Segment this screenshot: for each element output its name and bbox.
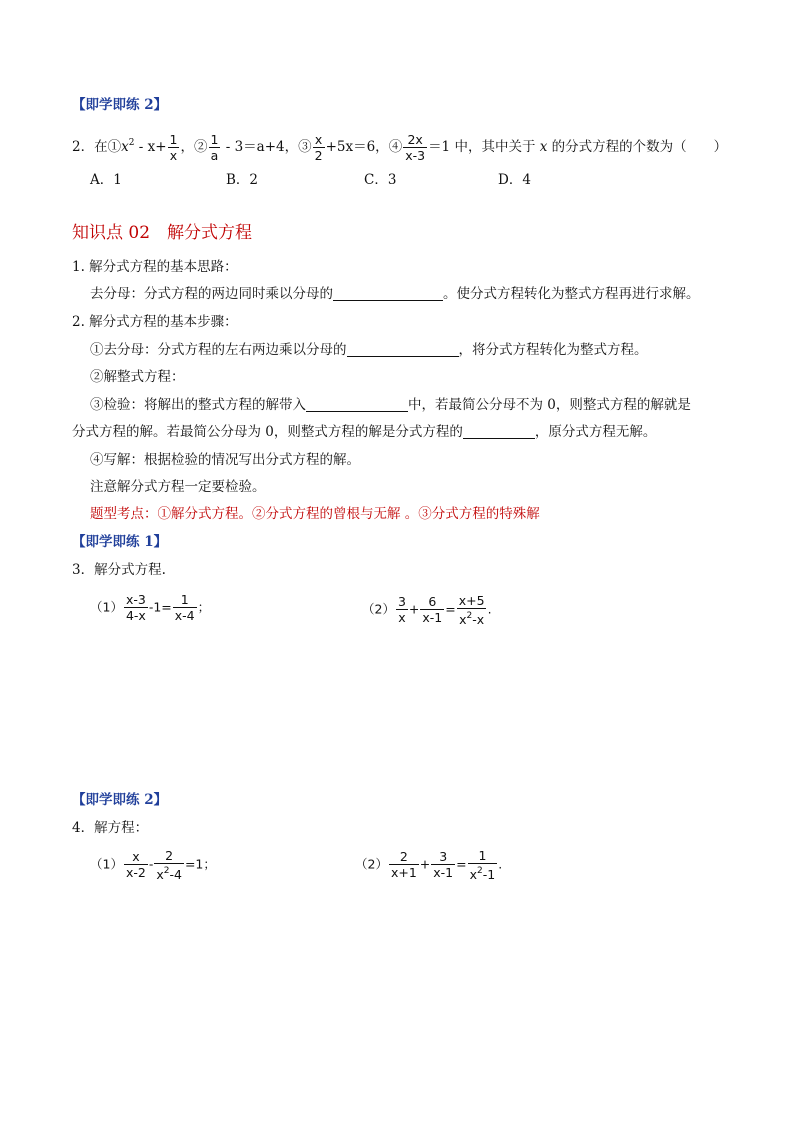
q3-eq2-label: （2） [362,601,395,617]
q3-eq2-frac1: $\frac{3}{x}$ [397,594,406,625]
note: 注意解分式方程一定要检验。 [90,479,266,495]
q4-eq2-label: （2） [355,856,388,872]
q4-eq2-end: . [498,856,503,872]
point-1-detail-post: 。使分式方程转化为整式方程再进行求解。 [443,286,700,302]
knowledge-heading: 知识点 02 解分式方程 [72,223,253,243]
q3-eq1-label: （1） [90,599,123,615]
q2-item1-fraction: $\frac{1}{x}$ [169,132,178,163]
q3-eq1-mid: -1= [148,599,172,615]
step-1-post: ，将分式方程转化为整式方程。 [458,342,648,358]
q4-eq2-op: + [419,856,431,872]
q3-eq2-op: + [408,601,420,617]
step-3-cont-post: ，原分式方程无解。 [534,424,657,440]
step-4: ④写解：根据检验的情况写出分式方程的解。 [90,452,360,468]
q4-equation-2 [355,844,502,885]
step-3 [90,395,691,415]
q2-tail: 的分式方程的个数为（ ） [547,139,728,155]
question-4: 4．解方程： [72,820,149,836]
q2-var: x [539,139,548,155]
q4-eq1-op: - [148,856,154,872]
q3-eq2-frac3: $\frac{x+5}{x^2-x}$ [458,592,485,627]
step-3-cont [72,422,656,442]
q3-eq2-end: . [487,601,492,617]
question-types: 题型考点：①解分式方程。②分式方程的曾根与无解 。③分式方程的特殊解 [90,506,540,522]
q3-eq1-frac1: $\frac{x-3}{4-x}$ [125,592,146,623]
q4-eq2-frac3: $\frac{1}{x^2-1}$ [469,847,496,882]
q2-item2-fraction: $\frac{1}{a}$ [210,132,219,163]
q3-eq1-frac2: $\frac{1}{x-4}$ [174,592,195,623]
q2-item2-mark: ② [193,139,208,155]
step-3-cont-pre: 分式方程的解。若最简公分母为 0，则整式方程的解是分式方程的 [72,424,463,440]
option-d[interactable]: D．4 [498,172,531,188]
q2-item3-mark: ③ [298,139,312,155]
q4-eq2-frac1: $\frac{2}{x+1}$ [390,849,417,880]
practice-tag-2b: 【即学即练 2】 [72,792,168,808]
step-2: ②解整式方程： [90,369,185,385]
q4-eq1-frac2: $\frac{2}{x^2-4}$ [156,847,182,882]
q4-eq1-label: （1） [90,856,123,872]
q3-equation-2 [362,590,492,629]
question-3: 3．解分式方程. [72,562,166,578]
step-1 [90,340,648,360]
point-1: 1. 解分式方程的基本思路： [72,259,238,275]
q4-equation-1 [90,844,216,885]
point-1-detail [90,284,700,304]
q3-eq2-eq: = [445,601,456,617]
step-3-post: 中，若最简公分母不为 0，则整式方程的解就是 [408,397,691,413]
blank-1[interactable] [333,286,443,301]
q4-eq2-frac2: $\frac{3}{x-1}$ [433,849,454,880]
q2-item3-fraction: $\frac{x}{2}$ [314,132,323,163]
q2-item1-sup: 2 [128,138,135,148]
blank-2[interactable] [347,342,459,357]
practice-tag-2a: 【即学即练 2】 [72,97,168,113]
q4-eq1-end: =1； [184,856,216,872]
blank-3[interactable] [306,397,408,412]
question-2 [72,126,727,164]
q2-item1-var: x [121,139,129,155]
q4-eq1-frac1: $\frac{x}{x-2}$ [125,849,146,880]
q4-eq2-eq: = [456,856,467,872]
q2-item4-mark: ④ [388,139,403,155]
q2-item4-fraction: $\frac{2x}{x-3}$ [405,132,426,163]
q2-lead: 2．在 [72,139,108,155]
q2-item2-text: - 3＝a+4， [221,139,299,155]
option-b[interactable]: B．2 [226,172,259,188]
q2-item4-text: ＝1 中，其中关于 [428,139,540,155]
q2-item1-end: ， [180,139,194,155]
q2-item1-mark: ① [107,139,122,155]
practice-tag-1: 【即学即练 1】 [72,534,168,550]
point-1-detail-pre: 去分母：分式方程的两边同时乘以分母的 [90,286,333,302]
q2-item3-text: +5x＝6， [325,139,389,155]
q3-eq2-frac2: $\frac{6}{x-1}$ [422,594,443,625]
q3-equation-1 [90,588,210,627]
step-3-pre: ③检验：将解出的整式方程的解带入 [90,397,306,413]
option-a[interactable]: A．1 [90,172,122,188]
point-2: 2. 解分式方程的基本步骤： [72,314,238,330]
q3-eq1-end: ； [197,599,211,615]
option-c[interactable]: C．3 [364,172,397,188]
step-1-pre: ①去分母：分式方程的左右两边乘以分母的 [90,342,347,358]
blank-4[interactable] [463,424,535,439]
q2-item1-text: - x+ [134,139,167,155]
